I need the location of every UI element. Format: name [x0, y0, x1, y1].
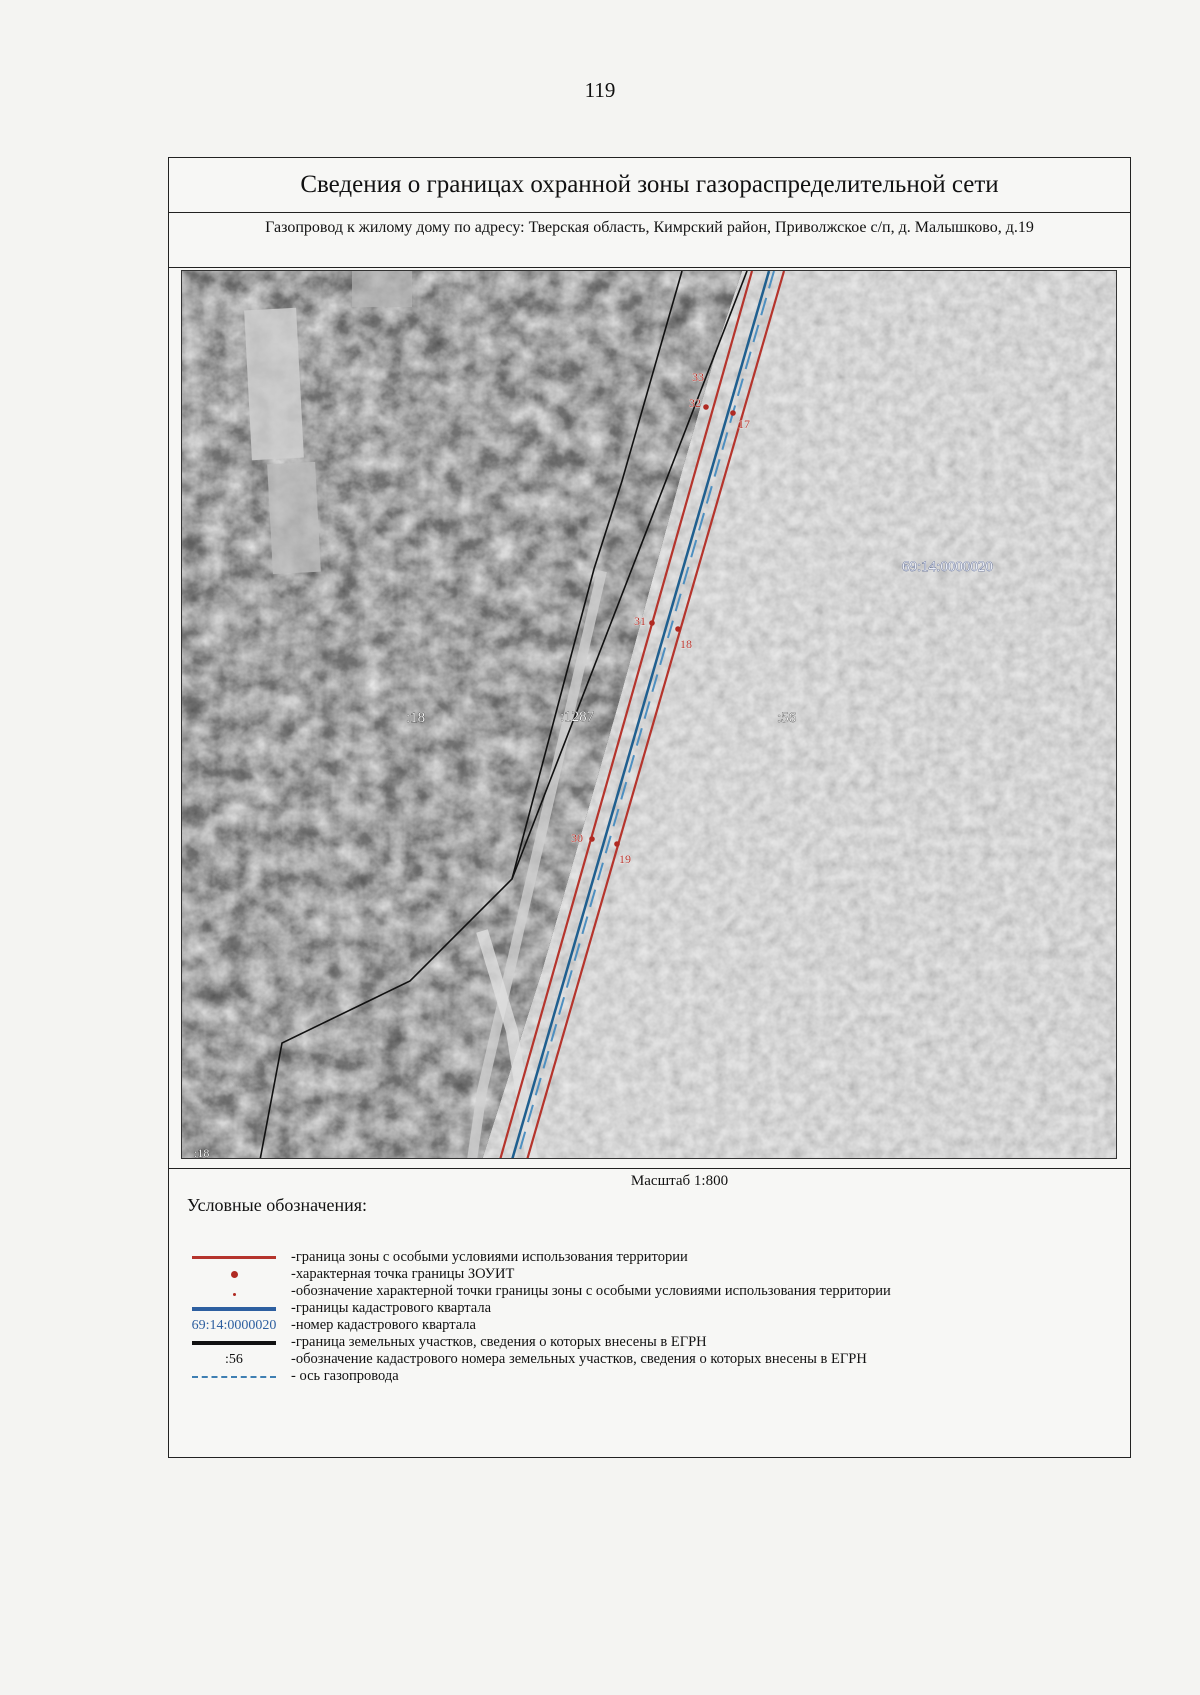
legend-item-quarter-boundary: -границы кадастрового квартала — [179, 1300, 1109, 1317]
legend-item-parcel-boundary: -граница земельных участков, сведения о которых внесены в ЕГРН — [179, 1334, 1109, 1351]
legend-area — [169, 1168, 1130, 1457]
quarter-label: 69:14:0000020 — [902, 559, 993, 575]
aerial-map — [182, 271, 1117, 1159]
point-label-30: 30 — [571, 831, 583, 845]
scale-label: Масштаб 1:800 — [630, 1173, 729, 1189]
legend-item-zone-point: -характерная точка границы ЗОУИТ — [179, 1266, 1109, 1283]
red-dot-icon — [179, 1266, 289, 1283]
map-frame — [181, 270, 1117, 1159]
plan-subtitle: Газопровод к жилому дому по адресу: Тверская область, Кимрский район, Приволжское с/п, д. Малышково, д.19 — [169, 213, 1130, 268]
parcel-number-icon: :56 — [225, 1351, 243, 1367]
parcel-label-1287: :1287 — [560, 709, 595, 725]
legend-item-point-designation: -обозначение характерной точки границы зоны с особыми условиями использования территории — [179, 1283, 1109, 1300]
plan-sheet — [168, 157, 1131, 1458]
parcel-label-56: :56 — [777, 710, 797, 726]
legend-item-zone-boundary: -граница зоны с особыми условиями использования территории — [179, 1249, 1109, 1266]
plan-title: Сведения о границах охранной зоны газораспределительной сети — [169, 158, 1130, 213]
point-label-18: 18 — [680, 637, 692, 651]
point-label-17: 17 — [738, 417, 750, 431]
point-label-19: 19 — [619, 852, 631, 866]
legend-item-pipeline-axis: - ось газопровода — [179, 1368, 1109, 1385]
point-label-31: 31 — [634, 614, 646, 628]
point-label-33: 33 — [692, 370, 704, 384]
small-dot-icon — [179, 1283, 289, 1300]
legend-item-quarter-number: 69:14:0000020 -номер кадастрового квартала — [179, 1317, 1109, 1334]
red-line-icon — [179, 1249, 289, 1266]
dashed-line-icon — [179, 1368, 289, 1385]
quarter-number-icon: 69:14:0000020 — [191, 1317, 277, 1333]
legend-item-parcel-number: :56 -обозначение кадастрового номера земельных участков, сведения о которых внесены в ЕГРН — [179, 1351, 1109, 1368]
parcel-label-18: :18 — [406, 710, 426, 726]
black-line-icon — [179, 1334, 289, 1351]
page-number: 119 — [584, 78, 616, 102]
parcel-label-18-corner: :18 — [194, 1146, 210, 1159]
blue-line-icon — [179, 1300, 289, 1317]
legend-heading: Условные обозначения: — [187, 1195, 368, 1215]
point-label-32: 32 — [689, 396, 701, 410]
